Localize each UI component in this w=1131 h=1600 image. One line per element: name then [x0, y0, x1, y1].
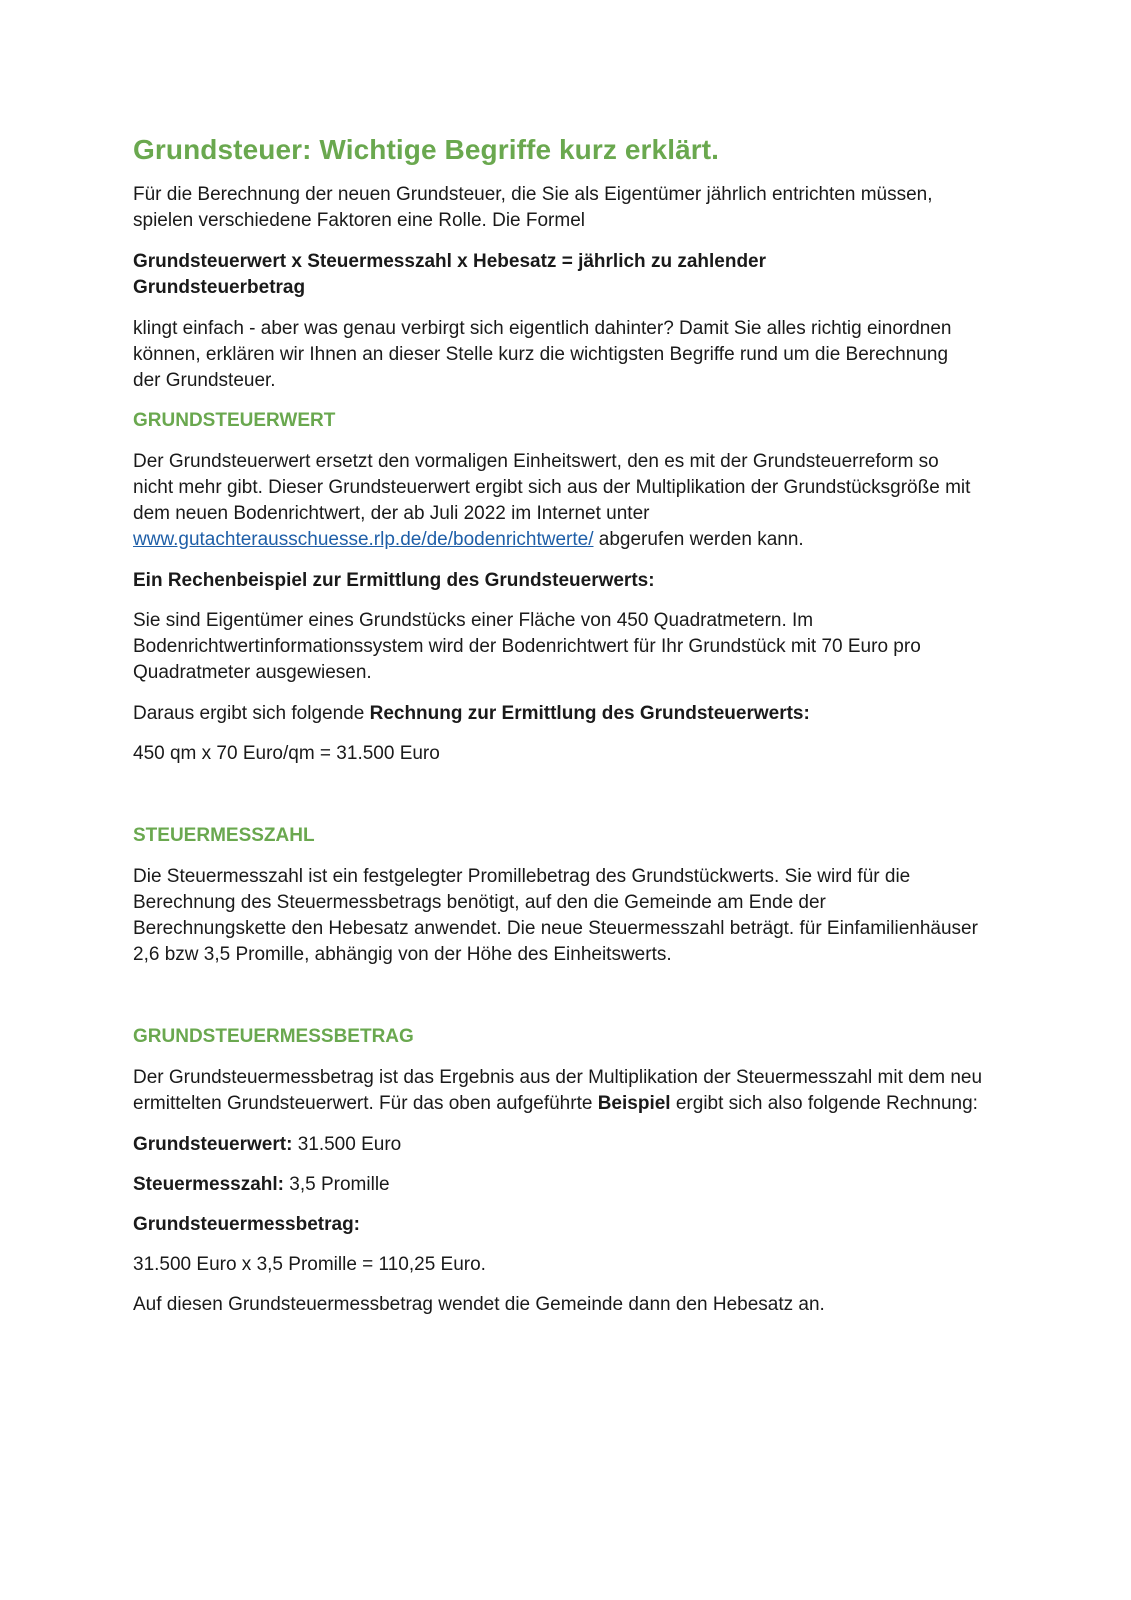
- messbetrag-text-after: ergibt sich also folgende Rechnung:: [675, 1093, 978, 1114]
- example-heading: Ein Rechenbeispiel zur Ermittlung des Grundsteuerwerts:: [133, 570, 655, 591]
- item-grundsteuerwert: [133, 1132, 993, 1158]
- grundsteuermessbetrag-paragraph: [133, 1065, 983, 1117]
- example-paragraph: Sie sind Eigentümer eines Grundstücks einer Fläche von 450 Quadratmetern. Im Bodenrichtwertinformationssystem wird der Bodenrichtwert für Ihr Grundstück mit 70 Euro pro Quadratmeter ausgewiesen.: [133, 610, 921, 683]
- grundsteuerwert-calculation: 450 qm x 70 Euro/qm = 31.500 Euro: [133, 743, 440, 764]
- intro-after-paragraph: klingt einfach - aber was genau verbirgt sich eigentlich dahinter? Damit Sie alles richtig einordnen können, erklären wir Ihnen an dieser Stelle kurz die wichtigsten Begriffe rund um die Berechnung der Grundsteuer.: [133, 318, 952, 391]
- closing-paragraph: Auf diesen Grundsteuermessbetrag wendet die Gemeinde dann den Hebesatz an.: [133, 1294, 825, 1315]
- item-grundsteuermessbetrag: [133, 1212, 993, 1238]
- calc-intro-plain: Daraus ergibt sich folgende: [133, 703, 365, 724]
- calc-intro-bold: Rechnung zur Ermittlung des Grundsteuerwerts:: [369, 703, 810, 724]
- item-steuermesszahl: [133, 1172, 993, 1198]
- heading-grundsteuerwert: GRUNDSTEUERWERT: [133, 410, 336, 431]
- grundsteuerwert-text: Der Grundsteuerwert ersetzt den vormaligen Einheitswert, den es mit der Grundsteuerreform so nicht mehr gibt. Dieser Grundsteuerwert ergibt sich aus der Multiplikation der Grundstücksgröße mit dem neuen Bodenrichtwert, der ab Juli 2022 im Internet unter: [133, 451, 971, 524]
- calc-intro: [133, 701, 993, 727]
- heading-steuermesszahl: STEUERMESSZAHL: [133, 825, 315, 846]
- item-label: Grundsteuermessbetrag:: [133, 1214, 361, 1235]
- bodenrichtwerte-link[interactable]: www.gutachterausschuesse.rlp.de/de/bodenrichtwerte/: [133, 529, 594, 550]
- document-title: Grundsteuer: Wichtige Begriffe kurz erklärt.: [133, 134, 720, 165]
- item-value: 31.500 Euro: [297, 1134, 402, 1155]
- steuermesszahl-paragraph: Die Steuermesszahl ist ein festgelegter Promillebetrag des Grundstückwerts. Sie wird für die Berechnung des Steuermessbetrags benötigt, auf den die Gemeinde am Ende der Berechnungskette den Hebesatz anwendet. Die neue Steuermesszahl beträgt. für Einfamilienhäuser 2,6 bzw 3,5 Promille, abhängig von der Höhe des Einheitswerts.: [133, 866, 978, 965]
- messbetrag-text-bold: Beispiel: [597, 1093, 671, 1114]
- item-value: 3,5 Promille: [289, 1174, 390, 1195]
- item-label: Steuermesszahl:: [133, 1174, 285, 1195]
- grundsteuerwert-paragraph: [133, 449, 983, 553]
- item-label: Grundsteuerwert:: [133, 1134, 293, 1155]
- document-content: [133, 132, 993, 1318]
- messbetrag-text-before: Der Grundsteuermessbetrag ist das Ergebnis aus der Multiplikation der Steuermesszahl mit dem neu ermittelten Grundsteuerwert. Für das oben aufgeführte: [133, 1067, 983, 1114]
- formula-text: Grundsteuerwert x Steuermesszahl x Hebesatz = jährlich zu zahlender Grundsteuerbetrag: [133, 251, 767, 298]
- grundsteuerwert-text-after-link: abgerufen werden kann.: [598, 529, 804, 550]
- messbetrag-calculation: 31.500 Euro x 3,5 Promille = 110,25 Euro.: [133, 1254, 486, 1275]
- intro-paragraph: Für die Berechnung der neuen Grundsteuer, die Sie als Eigentümer jährlich entrichten müssen, spielen verschiedene Faktoren eine Rolle. Die Formel: [133, 184, 933, 231]
- heading-grundsteuermessbetrag: GRUNDSTEUERMESSBETRAG: [133, 1026, 414, 1047]
